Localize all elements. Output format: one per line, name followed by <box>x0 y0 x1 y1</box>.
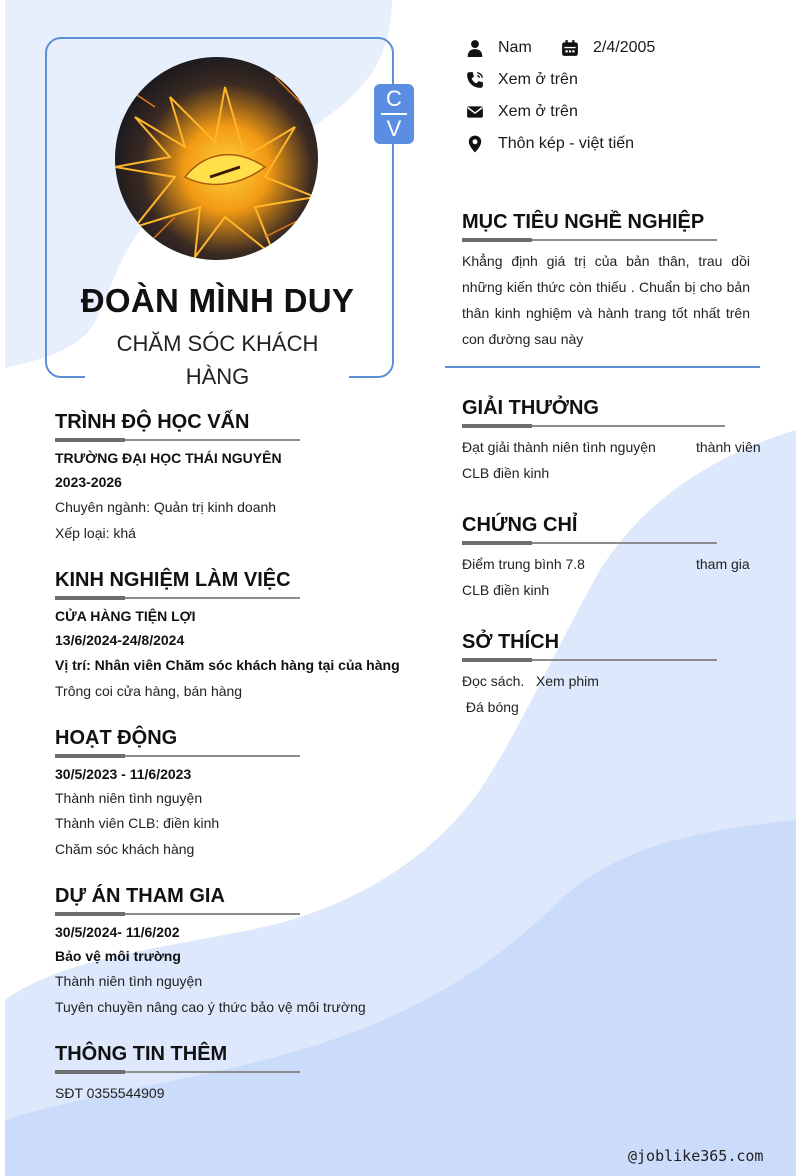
objective-line: con đường sau này <box>462 331 584 347</box>
certificates-item: tham gia <box>696 556 750 572</box>
projects-name: Bảo vệ môi trường <box>55 948 181 964</box>
education-period: 2023-2026 <box>55 474 122 490</box>
activities-period: 30/5/2023 - 11/6/2023 <box>55 766 192 782</box>
job-title: CHĂM SÓC KHÁCH HÀNG <box>116 331 319 389</box>
contact-address <box>466 132 634 156</box>
location-icon <box>466 135 484 153</box>
calendar-icon <box>561 39 579 57</box>
fire-dragon-avatar-icon <box>115 57 318 260</box>
activities-item: Thành viên CLB: điền kinh <box>55 815 220 831</box>
extra-underline <box>55 1071 300 1073</box>
cv-badge <box>374 84 414 144</box>
projects-item: Tuyên chuyền nâng cao ý thức bảo vệ môi trường <box>55 999 366 1015</box>
certificates-underline <box>462 542 717 544</box>
section-divider <box>445 366 760 368</box>
address-value: Thôn kép - việt tiến <box>498 135 635 152</box>
activities-item: Thành niên tình nguyện <box>55 790 203 806</box>
education-school: TRƯỜNG ĐẠI HỌC THÁI NGUYÊN <box>55 450 282 466</box>
certificates-item: Điểm trung bình 7.8 <box>462 556 585 572</box>
phone-value: Xem ở trên <box>498 71 578 88</box>
cv-badge-c: C <box>386 86 402 111</box>
objective-underline <box>462 239 717 241</box>
objective-line: thân kinh nghiệm và hành trang tốt nhất trên <box>462 305 750 321</box>
cv-badge-v: V <box>386 116 402 141</box>
experience-underline <box>55 597 300 599</box>
hobbies-item: Đọc sách. Xem phim <box>462 673 599 689</box>
objective-heading: MỤC TIÊU NGHỀ NGHIỆP <box>462 211 705 233</box>
awards-item: CLB điền kinh <box>462 465 550 481</box>
experience-position: Vị trí: Nhân viên Chăm sóc khách hàng tại của hàng <box>55 657 400 673</box>
email-value: Xem ở trên <box>498 103 578 120</box>
gender-value: Nam <box>498 39 532 56</box>
activities-underline <box>55 755 300 757</box>
contact-phone <box>466 68 578 92</box>
projects-item: Thành niên tình nguyện <box>55 973 203 989</box>
certificates-item: CLB điền kinh <box>462 582 550 598</box>
contact-gender <box>466 36 532 60</box>
user-icon <box>466 39 484 57</box>
education-underline <box>55 439 300 441</box>
hobbies-item: Đá bóng <box>462 699 519 715</box>
cv-badge-divider <box>381 113 407 115</box>
awards-item: Đạt giải thành niên tình nguyện <box>462 439 656 455</box>
awards-underline <box>462 425 725 427</box>
projects-heading: DỰ ÁN THAM GIA <box>55 885 225 907</box>
experience-company: CỬA HÀNG TIỆN LỢI <box>55 608 196 624</box>
experience-heading: KINH NGHIỆM LÀM VIỆC <box>55 569 291 591</box>
certificates-heading: CHỨNG CHỈ <box>462 514 578 536</box>
full-name: ĐOÀN MÌNH DUY <box>80 282 355 319</box>
projects-underline <box>55 913 300 915</box>
contact-email <box>466 100 578 124</box>
objective-line: những kiến thức còn thiếu . Chuẩn bị cho bản <box>462 279 750 295</box>
projects-period: 30/5/2024- 11/6/202 <box>55 924 180 940</box>
avatar <box>115 57 318 260</box>
education-major: Chuyên ngành: Quản trị kinh doanh <box>55 499 277 515</box>
education-rank: Xếp loại: khá <box>55 525 136 541</box>
objective-line: Khẳng định giá trị của bản thân, trau dồi <box>462 253 750 269</box>
activities-heading: HOẠT ĐỘNG <box>55 727 178 749</box>
extra-heading: THÔNG TIN THÊM <box>55 1043 228 1065</box>
awards-heading: GIẢI THƯỞNG <box>462 397 599 419</box>
email-icon <box>466 103 484 121</box>
footer-watermark: @joblike365.com <box>628 1147 764 1165</box>
hobbies-heading: SỞ THÍCH <box>462 631 560 653</box>
contact-birthday <box>561 36 655 60</box>
education-heading: TRÌNH ĐỘ HỌC VẤN <box>55 411 250 433</box>
awards-item: thành viên <box>696 439 761 455</box>
extra-phone: SĐT 0355544909 <box>55 1085 165 1101</box>
experience-desc: Trông coi cửa hàng, bán hàng <box>55 683 243 699</box>
hobbies-underline <box>462 659 717 661</box>
experience-period: 13/6/2024-24/8/2024 <box>55 632 185 648</box>
birthday-value: 2/4/2005 <box>593 39 656 56</box>
phone-icon <box>466 71 484 89</box>
activities-item: Chăm sóc khách hàng <box>55 841 195 857</box>
